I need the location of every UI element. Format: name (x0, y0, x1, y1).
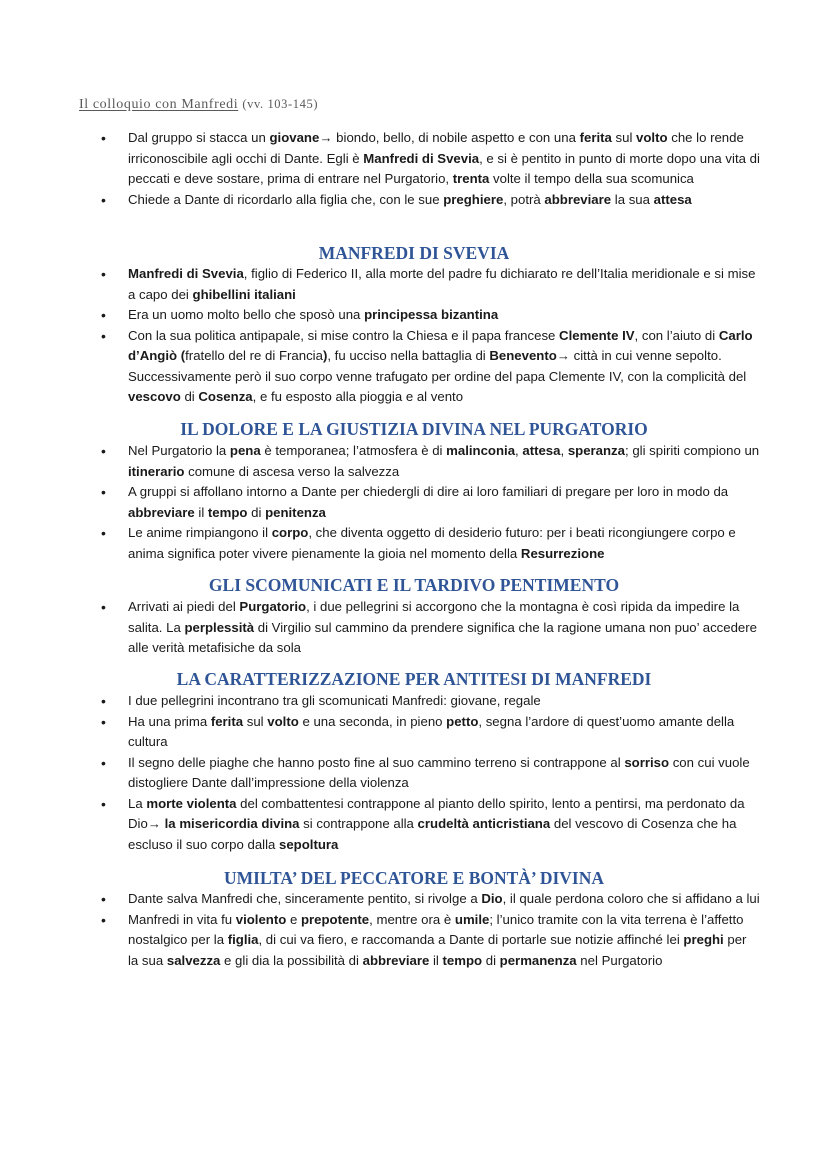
bold-text: figlia (227, 932, 259, 947)
title-suffix: (vv. 103-145) (242, 97, 319, 111)
bold-text: violento (235, 911, 287, 927)
text-run: di (247, 504, 266, 520)
text-run: ; l’unico tramite con la vita terrena è l’affetto nostalgico per la (128, 911, 744, 947)
text-run: La (128, 795, 147, 811)
text-run: , che diventa oggetto di desiderio futuro: per i beati ricongiungere corpo e anima significa poter vivere pienamente la gioia nel momento della (128, 525, 736, 561)
text-run: e gli dia la possibilità di (220, 952, 363, 968)
bold-text: Cosenza (198, 389, 253, 404)
bold-text: salvezza (166, 952, 221, 968)
bold-text: malinconia (446, 443, 516, 458)
text-run: città in cui venne sepolto. Successivamente però il suo corpo venne trafugato per ordine del papa Clemente IV, con la complicità del (128, 348, 747, 384)
bold-text: misericordia divina (179, 816, 300, 831)
list-umilta-bonta (0, 889, 760, 971)
text-run: , e fu esposto alla pioggia e al vento (252, 389, 464, 404)
bold-text: petto (446, 713, 479, 729)
bold-text: speranza (567, 443, 625, 458)
text-run: Con la sua politica antipapale, si mise contro la Chiesa e il papa francese (128, 327, 560, 343)
bold-text: permanenza (499, 952, 577, 968)
list-caratterizzazione (0, 691, 760, 855)
text-run: nel Purgatorio (576, 952, 663, 968)
text-run: , segna l’ardore di quest’uomo amante della cultura (128, 713, 735, 749)
bold-text: trenta (452, 171, 490, 186)
text-run: comune di ascesa verso la salvezza (184, 463, 400, 479)
intro-list (0, 128, 760, 210)
text-run: del combattentesi contrappone al pianto dello spirito, lento a pentirsi, ma perdonato da Dio→ (128, 795, 745, 831)
text-run: sul (611, 130, 637, 145)
heading-scomunicati: GLI SCOMUNICATI E IL TARDIVO PENTIMENTO (208, 575, 620, 595)
list-manfredi-di-svevia (0, 264, 760, 408)
text-run: si contrappone alla (299, 816, 418, 831)
bold-text: abbreviare (544, 191, 612, 207)
bold-text: Manfredi di Svevia (363, 150, 480, 166)
bullet-item (0, 889, 760, 910)
bold-text: la (164, 816, 180, 831)
bold-text: ) (322, 348, 328, 363)
bold-text: attesa (522, 443, 561, 458)
bold-text: attesa (653, 191, 692, 207)
text-run: Nel Purgatorio la (128, 443, 230, 458)
list-scomunicati (0, 597, 760, 659)
text-run: Dal gruppo si stacca un (128, 130, 270, 145)
bold-text: giovane→ (269, 130, 333, 145)
bold-text: Clemente IV (559, 327, 635, 343)
text-run: di (180, 389, 199, 404)
text-run: , con l’aiuto di (634, 327, 719, 343)
text-run: per la sua (128, 932, 747, 968)
text-run: con cui vuole distogliere Dante dall’impressione della violenza (128, 754, 750, 790)
text-run: ; gli spiriti compiono un (625, 443, 760, 458)
bold-text: pena (229, 443, 261, 458)
bold-text: ferita (210, 713, 244, 729)
bold-text: sorriso (624, 754, 670, 770)
bold-text: principessa bizantina (364, 307, 499, 322)
bullet-item (0, 691, 760, 712)
bullet-item (0, 190, 760, 211)
text-run: Le anime rimpiangono il (128, 525, 272, 540)
text-run: Era un uomo molto bello che sposò una (128, 307, 365, 322)
document-title (79, 97, 318, 113)
heading-manfredi-di-svevia: MANFREDI DI SVEVIA (318, 243, 510, 263)
bullet-item (0, 712, 760, 753)
bold-text: umile (454, 911, 490, 927)
bold-text: perplessità (184, 619, 255, 635)
text-run: di (482, 952, 500, 968)
text-run: Ha una prima (128, 713, 211, 729)
text-run: Il segno delle piaghe che hanno posto fine al suo cammino terreno si contrappone al (128, 754, 625, 770)
text-run: , il quale perdona coloro che si affidano a lui (502, 891, 760, 906)
text-run: Manfredi in vita fu (128, 911, 236, 927)
text-run: fratello del re di Francia (185, 348, 323, 363)
bullet-item (0, 753, 760, 794)
text-run: , (560, 443, 568, 458)
heading-dolore-giustizia: IL DOLORE E LA GIUSTIZIA DIVINA NEL PURGATORIO (180, 419, 648, 439)
bold-text: ghibellini italiani (192, 286, 296, 302)
bullet-item (0, 305, 760, 326)
bold-text: volto (267, 713, 299, 729)
bold-text: morte violenta (146, 795, 237, 811)
text-run: Arrivati ai piedi del (128, 599, 240, 614)
bullet-item (0, 441, 760, 482)
bold-text: prepotente (300, 911, 370, 927)
text-run: che lo rende irriconoscibile agli occhi di Dante. Egli è (128, 130, 744, 166)
text-run: , i due pellegrini si accorgono che la montagna è così ripida da impedire la salita. La (128, 599, 740, 635)
text-run: la sua (611, 191, 654, 207)
bold-text: Manfredi di Svevia (128, 266, 244, 281)
bold-text: abbreviare (362, 952, 430, 968)
text-run: A gruppi si affollano intorno a Dante per chiedergli di dire ai loro familiari di pregare per loro in modo da (128, 484, 729, 499)
bold-text: tempo (207, 504, 248, 520)
text-run: e una seconda, in pieno (298, 713, 447, 729)
heading-caratterizzazione: LA CARATTERIZZAZIONE PER ANTITESI DI MANFREDI (176, 669, 652, 689)
bold-text: ferita (579, 130, 612, 145)
bold-text: tempo (442, 952, 483, 968)
bold-text: penitenza (265, 504, 326, 520)
text-run: , fu ucciso nella battaglia di (327, 348, 490, 363)
bold-text: Carlo d’Angiò ( (128, 327, 753, 363)
bold-text: crudeltà anticristiana (417, 816, 551, 831)
text-run: I due pellegrini incontrano tra gli scomunicati Manfredi: giovane, regale (128, 693, 541, 708)
text-run: sul (243, 713, 268, 729)
text-run: Chiede a Dante di ricordarlo alla figlia che, con le sue (128, 191, 444, 207)
text-run: e (286, 911, 301, 927)
bullet-item (0, 482, 760, 523)
text-run: , di cui va fiero, e raccomanda a Dante di portarle sue notizie affinché lei (258, 932, 684, 947)
bold-text: vescovo (128, 389, 181, 404)
text-run: , mentre ora è (369, 911, 455, 927)
text-run: , (515, 443, 523, 458)
list-dolore-giustizia (0, 441, 760, 564)
text-run: il (429, 952, 443, 968)
bold-text: Purgatorio (239, 599, 307, 614)
bold-text: corpo (271, 525, 309, 540)
bold-text: abbreviare (128, 504, 195, 520)
bold-text: volto (636, 130, 668, 145)
bullet-item (0, 264, 760, 305)
text-run: , e si è pentito in punto di morte dopo una vita di peccati e deve sostare, prima di entrare nel Purgatorio, (128, 150, 760, 186)
bold-text: Dio (481, 891, 503, 906)
text-run: volte il tempo della sua scomunica (489, 171, 694, 186)
bold-text: itinerario (128, 463, 185, 479)
text-run: del vescovo di Cosenza che ha escluso il suo corpo dalla (128, 816, 737, 852)
text-run: Dante salva Manfredi che, sinceramente pentito, si rivolge a (128, 891, 482, 906)
text-run: , potrà (503, 191, 545, 207)
title-main: Il colloquio con Manfredi (79, 97, 239, 112)
bold-text: preghi (683, 932, 724, 947)
bold-text: Resurrezione (520, 545, 605, 561)
bullet-item (0, 794, 760, 856)
heading-umilta-bonta: UMILTA’ DEL PECCATORE E BONTÀ’ DIVINA (223, 868, 605, 888)
bullet-item (0, 910, 760, 972)
bold-text: preghiere (443, 191, 504, 207)
text-run: è temporanea; l’atmosfera è di (260, 443, 447, 458)
bullet-item (0, 597, 760, 659)
text-run: il (194, 504, 208, 520)
bold-text: sepoltura (279, 836, 339, 852)
bullet-item (0, 326, 760, 408)
text-run: biondo, bello, di nobile aspetto e con una (332, 130, 580, 145)
bullet-item (0, 523, 760, 564)
text-run: di Virgilio sul cammino da prendere significa che la ragione umana non puo’ accedere alle verità metafisiche da sola (128, 619, 757, 655)
bold-text: Benevento→ (489, 348, 570, 363)
bullet-item (0, 128, 760, 190)
text-run: , figlio di Federico II, alla morte del padre fu dichiarato re dell’Italia meridionale e si mise a capo dei (128, 266, 756, 302)
